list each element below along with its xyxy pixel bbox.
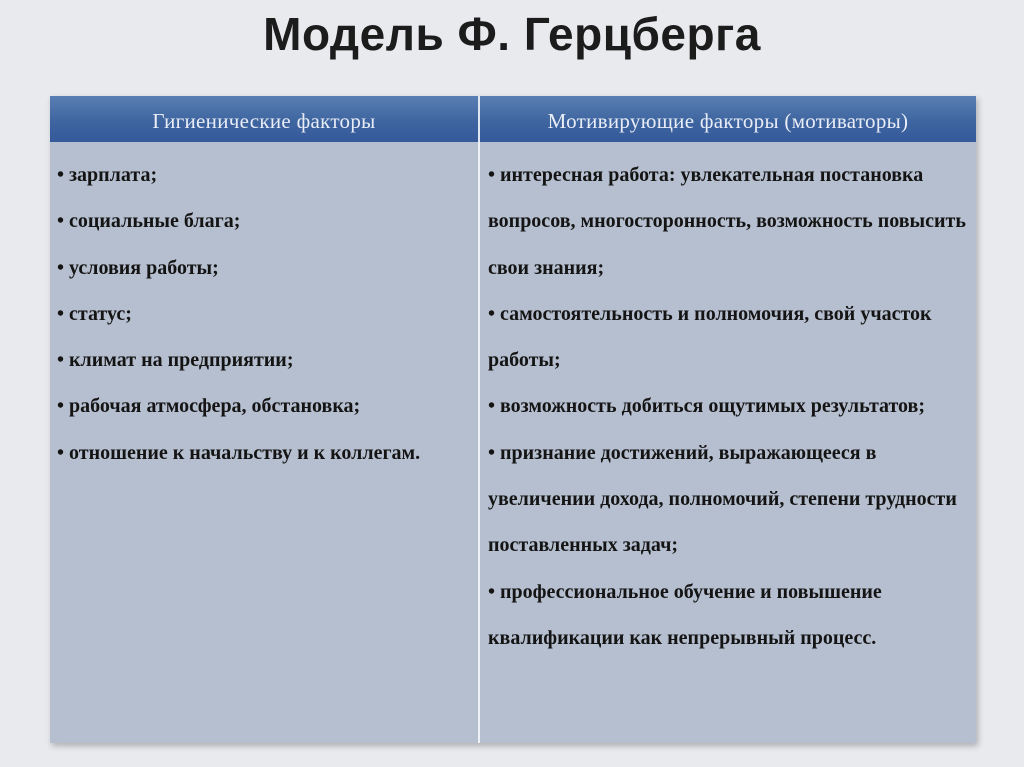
hygiene-factors-list xyxy=(57,152,452,476)
header-motivating-factors: Мотивирующие факторы (мотиваторы) xyxy=(547,109,909,133)
factors-table xyxy=(50,96,976,743)
list-item: • зарплата; xyxy=(57,164,158,186)
list-item: • возможность добиться ощутимых результатов; xyxy=(488,395,926,418)
list-item: • признание достижений, выражающееся в увеличении дохода, полномочий, степени трудности поставленных задач; xyxy=(488,441,957,557)
motivating-factors-cell xyxy=(480,142,976,743)
table-body xyxy=(50,142,976,743)
list-item: • рабочая атмосфера, обстановка; xyxy=(57,395,361,418)
header-hygiene-factors: Гигиенические факторы xyxy=(152,109,376,133)
list-item: • отношение к начальству и к коллегам. xyxy=(57,441,421,464)
list-item: • статус; xyxy=(57,302,132,325)
list-item: • самостоятельность и полномочия, свой участок работы; xyxy=(488,302,932,372)
list-item: • климат на предприятии; xyxy=(57,349,294,372)
table-header-row xyxy=(50,96,976,142)
list-item: • профессиональное обучение и повышение квалификации как непрерывный процесс. xyxy=(488,580,882,649)
motivating-factors-list xyxy=(488,152,966,661)
list-item: • условия работы; xyxy=(57,256,219,279)
slide-title: Модель Ф. Герцберга xyxy=(263,8,761,60)
list-item: • социальные блага; xyxy=(57,210,241,233)
list-item: • интересная работа: увлекательная постановка вопросов, многосторонность, возможность повысить свои знания; xyxy=(488,164,966,279)
hygiene-factors-cell xyxy=(50,142,478,743)
